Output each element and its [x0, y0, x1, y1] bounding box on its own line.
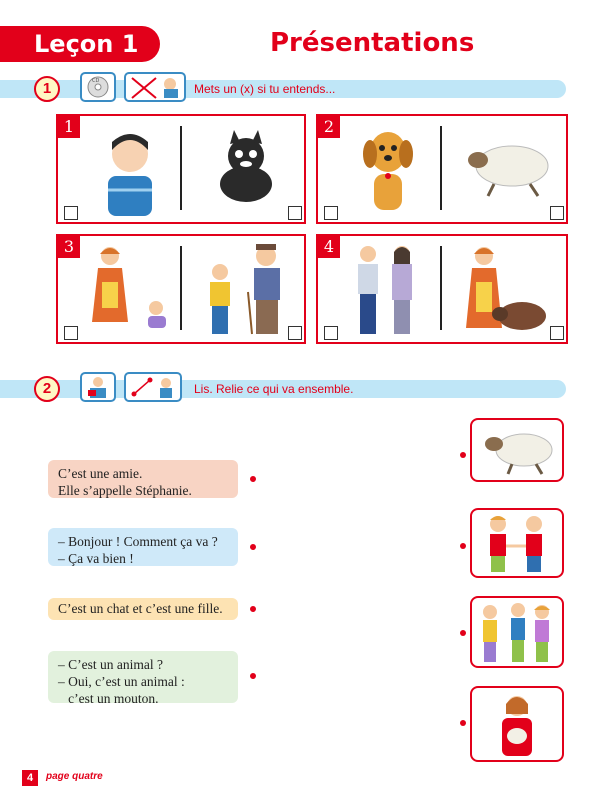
divider — [440, 126, 442, 210]
match-dot-right-2[interactable] — [460, 543, 466, 549]
man-woman-illustration — [346, 242, 426, 338]
woman-sheep-illustration — [462, 242, 552, 338]
checkbox-left[interactable] — [324, 206, 338, 220]
checkbox-left[interactable] — [64, 206, 78, 220]
card-number: 1 — [58, 116, 80, 138]
listening-card-4 — [316, 234, 568, 344]
exercise-number-2: 2 — [34, 376, 60, 402]
sentence-line: – Oui, c’est un animal : — [58, 674, 185, 689]
checkbox-right[interactable] — [288, 326, 302, 340]
sentence-line: – Bonjour ! Comment ça va ? — [58, 534, 218, 549]
lesson-label: Leçon 1 — [34, 30, 139, 58]
cross-out-icon — [124, 72, 186, 102]
divider — [180, 126, 182, 210]
sheep-picture — [470, 418, 564, 482]
divider — [440, 246, 442, 330]
three-children-picture — [470, 596, 564, 668]
divider — [180, 246, 182, 330]
cd-icon — [80, 72, 116, 102]
boy-grandfather-illustration — [196, 242, 300, 338]
sentence-line: C’est un chat et c’est une fille. — [58, 601, 223, 616]
card-number: 4 — [318, 236, 340, 258]
match-dot-right-1[interactable] — [460, 452, 466, 458]
mother-baby-illustration — [82, 242, 178, 338]
checkbox-right[interactable] — [288, 206, 302, 220]
sentence-4 — [48, 651, 238, 706]
match-dot-right-4[interactable] — [460, 720, 466, 726]
instruction-text-2: Lis. Relie ce qui va ensemble. — [194, 382, 354, 396]
sentence-1 — [48, 460, 238, 498]
sentence-line: – Ça va bien ! — [58, 551, 134, 566]
sentence-line: c’est un mouton. — [58, 691, 159, 706]
sheep-illustration — [458, 136, 554, 200]
instruction-text-1: Mets un (x) si tu entends... — [194, 82, 336, 96]
matching-icon — [124, 372, 182, 402]
match-dot-left-4[interactable] — [250, 673, 256, 679]
girl-cat-picture — [470, 686, 564, 762]
greeting-picture — [470, 508, 564, 578]
match-dot-right-3[interactable] — [460, 630, 466, 636]
listening-card-3 — [56, 234, 306, 344]
sentence-3 — [48, 598, 238, 620]
exercise-number-1: 1 — [34, 76, 60, 102]
sentence-line: – C’est un animal ? — [58, 657, 163, 672]
dog-illustration — [352, 124, 424, 216]
svg-text:CD: CD — [92, 78, 100, 84]
checkbox-left[interactable] — [64, 326, 78, 340]
match-dot-left-2[interactable] — [250, 544, 256, 550]
sentence-line: C’est une amie. — [58, 466, 143, 481]
cat-illustration — [206, 128, 286, 208]
lesson-tab — [0, 26, 160, 62]
listening-card-2 — [316, 114, 568, 224]
boy-illustration — [90, 124, 170, 216]
sentence-line: Elle s’appelle Stéphanie. — [58, 483, 192, 498]
page-title: Présentations — [270, 28, 475, 58]
match-dot-left-3[interactable] — [250, 606, 256, 612]
checkbox-left[interactable] — [324, 326, 338, 340]
checkbox-right[interactable] — [550, 326, 564, 340]
card-number: 3 — [58, 236, 80, 258]
sentence-2 — [48, 528, 238, 566]
listening-card-1 — [56, 114, 306, 224]
checkbox-right[interactable] — [550, 206, 564, 220]
page-word: page quatre — [46, 771, 103, 782]
card-number: 2 — [318, 116, 340, 138]
reading-icon — [80, 372, 116, 402]
page-number: 4 — [22, 770, 38, 786]
match-dot-left-1[interactable] — [250, 476, 256, 482]
